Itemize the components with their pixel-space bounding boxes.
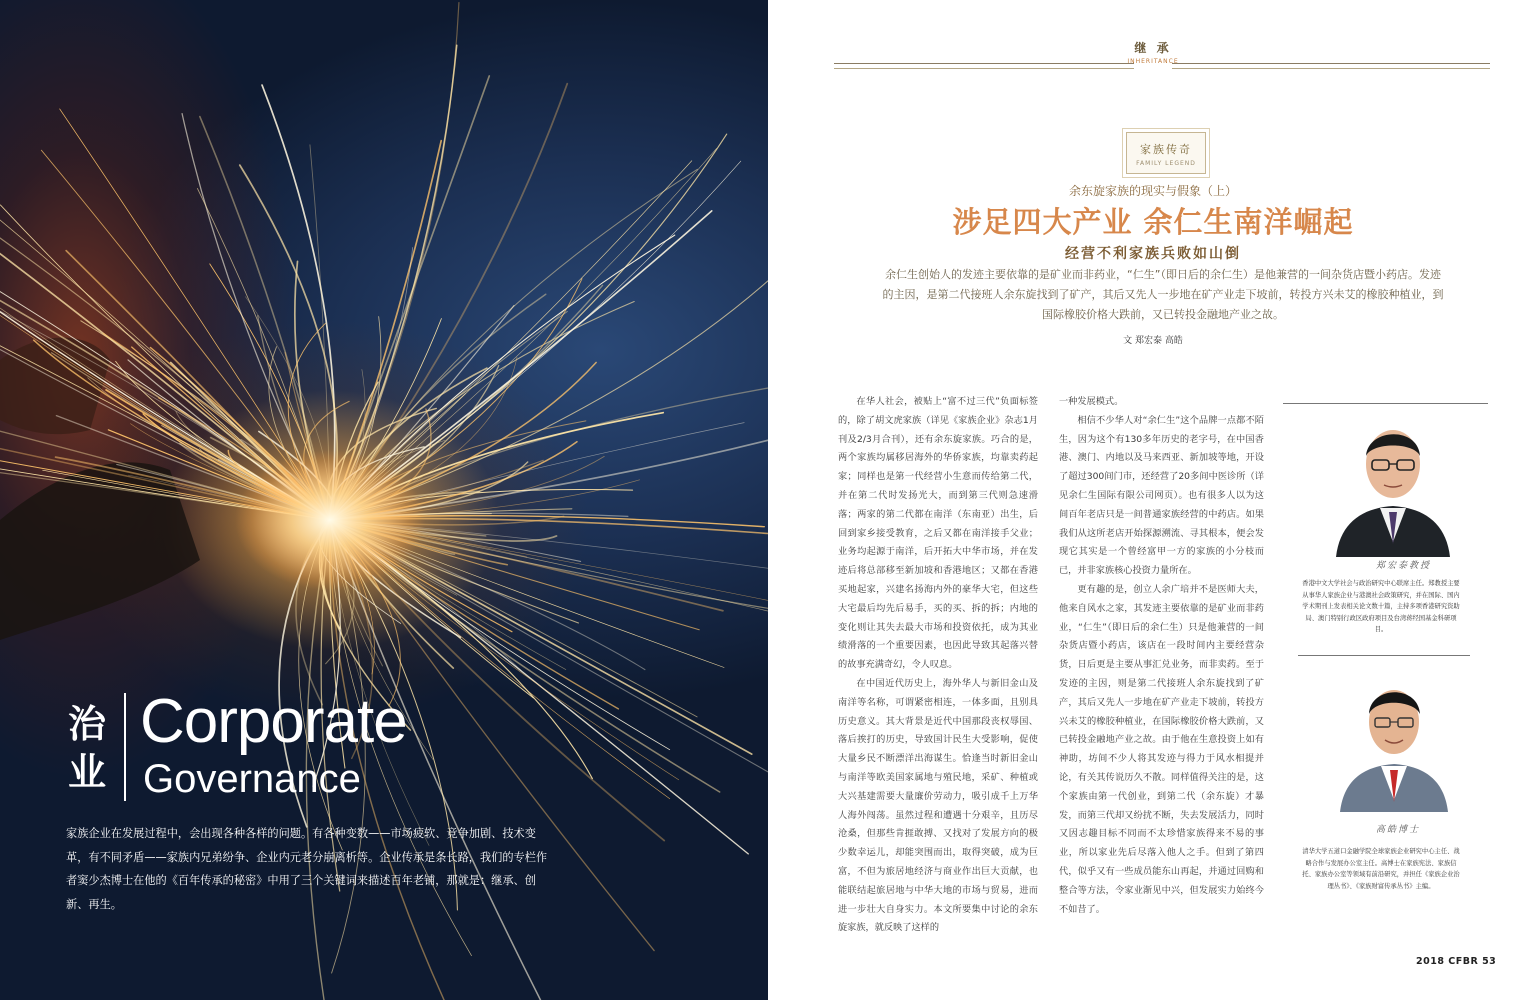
author1-portrait bbox=[1328, 412, 1458, 557]
column-char-1: 治 bbox=[68, 701, 107, 746]
article-byline: 文 郑宏泰 高皓 bbox=[1123, 336, 1183, 346]
section-title: 继 承 bbox=[1134, 41, 1172, 55]
spark-streak bbox=[330, 84, 567, 520]
badge-label-cn: 家族传奇 bbox=[1140, 143, 1192, 156]
author2-bio: 清华大学五道口金融学院全球家族企业研究中心主任、战略合作与发展办公室主任。高博士在家族宪法、家族信托、家族办公室等领域有前沿研究，并担任《家族企业治理丛书》、《家族财富传承丛书》主编。 bbox=[1302, 848, 1460, 890]
article-headline: 涉足四大产业 余仁生南洋崛起 bbox=[952, 205, 1354, 239]
author1-signature: 郑宏泰教授 bbox=[1376, 561, 1432, 571]
body-paragraph: 在华人社会，被贴上“富不过三代”负面标签的，除了胡文虎家族（详见《家族企业》杂志1月刊及2/3月合刊），还有余东旋家族。巧合的是，两个家族均属移居海外的华侨家族，均靠卖药起家；同样也是第一代经营小生意而传给第二代，并在第二代时发扬光大，而到第三代则急速滑落；两家的第二代都在南洋（东南亚）出生，后回到家乡接受教育，之后又都在南洋接手父业；业务均起源于南洋，后开拓大中华市场，并在发迹后将总部移至新加坡和香港地区；又都在香港买地起家，兴建名扬海内外的豪华大宅，但这些大宅最后均先后易手，买的买、拆的拆；内地的变化则让其失去最大市场和投资依托，成为其业绩滑落的一个重要因素，也因此导致其起落兴替的故事充满奇幻，令人叹息。 bbox=[838, 396, 1038, 671]
spark-streak bbox=[330, 520, 541, 1000]
body-paragraph: 更有趣的是，创立人余广培并不是医师大夫，他来自风水之家，其发迹主要依靠的是矿业而非药业，“仁生”（即日后的余仁生）只是他兼营的一间杂货店暨小药店，该店在一段时间内主要经营杂货，日后更是主要从事汇兑业务，而非卖药。至于发迹的主因，则是第二代接班人余东旋找到了矿产，其后又先人一步地在矿产业走下坡前，转投方兴未艾的橡胶种植业，在国际橡胶价格大跌前，又已转投金融地产业之故。由于他在生意投资上如有神助，坊间不少人将其发迹与得力于风水相提并论，有关其传说历久不散。同样值得关注的是，这个家族由第一代创业，到第二代（余东旋）才暴发，而第三代却又纷扰不断，失去发展活力，同时又因志趣目标不同而不太珍惜家族得来不易的事业，所以家业先后尽落入他人之手。但到了第四代，似乎又有一些成员能东山再起，并通过回购和整合等方法，令家业渐见中兴，但发展实力始终今不如昔了。 bbox=[1059, 583, 1264, 915]
column-intro bbox=[66, 822, 552, 916]
author2-signature: 高皓博士 bbox=[1376, 825, 1421, 835]
column-char-2: 业 bbox=[68, 749, 107, 794]
body-paragraph: 相信不少华人对“余仁生”这个品牌一点都不陌生，因为这个有130多年历史的老字号，在中国香港、澳门、内地以及马来西亚、新加坡等地，开设了超过300间门市，还经营了20多间中医诊所（详见余仁生国际有限公司网页）。也有很多人以为这间百年老店只是一间普通家族经营的中药店。如果我们从这所老店开始探源溯流、寻其根本，便会发现它其实是一个曾经富甲一方的家族的小分枝而已，并非家族核心投资力量所在。 bbox=[1059, 414, 1264, 577]
article-page bbox=[768, 0, 1538, 1000]
section-subtitle: INHERITANCE bbox=[1127, 58, 1179, 65]
title-divider bbox=[124, 693, 126, 801]
article-lead: 余仁生创始人的发迹主要依靠的是矿业而非药业，“仁生”（即日后的余仁生）是他兼营的一间杂货店暨小药店。发迹的主因，是第二代接班人余东旋找到了矿产，其后又先人一步地在矿产业走下坡前，转投方兴未艾的橡胶种植业，到国际橡胶价格大跌前，又已转投金融地产业之故。 bbox=[882, 268, 1444, 321]
sidebar-divider bbox=[1298, 655, 1470, 656]
article-kicker: 余东旋家族的现实与假象（上） bbox=[1068, 184, 1237, 198]
cover-photo-page bbox=[0, 0, 768, 1000]
badge-label-en: FAMILY LEGEND bbox=[1136, 160, 1196, 167]
body-paragraph: 在中国近代历史上，海外华人与新旧金山及南洋等名称，可谓紧密相连，一体多面，且别具历史意义。其大背景是近代中国那段丧权辱国、落后挨打的历史，导致国计民生大受影响，促使大量乡民不断漂洋出海谋生。恰逢当时新旧金山与南洋等欧美国家属地与殖民地，采矿、种植或大兴基建需要大量廉价劳动力，吸引成千上万华人海外闯荡。虽然过程和遭遇十分艰辛，且历尽沧桑，但那些肯捱敢搏、又找对了发展方向的极少数幸运儿，却能突围而出，取得突破，成为巨富，不但为旅居地经济与商业作出巨大贡献，也能联结起旅居地与中华大地的市场与贸易，进而进一步壮大自身实力。本文所要集中讨论的余东旋家族，就反映了这样的 bbox=[838, 677, 1038, 934]
body-column-1 bbox=[838, 393, 1038, 938]
author2-portrait bbox=[1334, 672, 1454, 812]
article-subhead: 经营不利家族兵败如山倒 bbox=[1065, 246, 1241, 262]
author1-bio: 香港中文大学社会与政治研究中心联席主任。郑教授主要从事华人家族企业与港澳社会政策研究，并在国际、国内学术期刊上发表相关论文数十篇，主持多项香港研究资助局、澳门特别行政区政府项目及台湾蒋经国基金科研项目。 bbox=[1302, 580, 1460, 633]
intro-text: 家族企业在发展过程中，会出现各种各样的问题。有各种变数——市场疲软、竞争加剧、技术变革，有不同矛盾——家族内兄弟纷争、企业内元老分崩离析等。企业传承是条长路，我们的专栏作者窦少杰博士在他的《百年传承的秘密》中用了三个关键词来描述百年老铺，那就是：继承、创新、再生。 bbox=[66, 827, 548, 911]
body-paragraph-continued: 一种发展模式。 bbox=[1059, 396, 1124, 407]
sidebar-rule-top bbox=[1283, 403, 1488, 404]
column-name-english-line2: Governance bbox=[143, 757, 361, 801]
column-name-english-line1: Corporate bbox=[140, 687, 407, 756]
page-folio: 2018 CFBR 53 bbox=[1416, 956, 1497, 967]
column-name-chinese bbox=[68, 700, 112, 796]
body-column-2 bbox=[1059, 393, 1264, 919]
family-legend-badge bbox=[1126, 132, 1206, 174]
